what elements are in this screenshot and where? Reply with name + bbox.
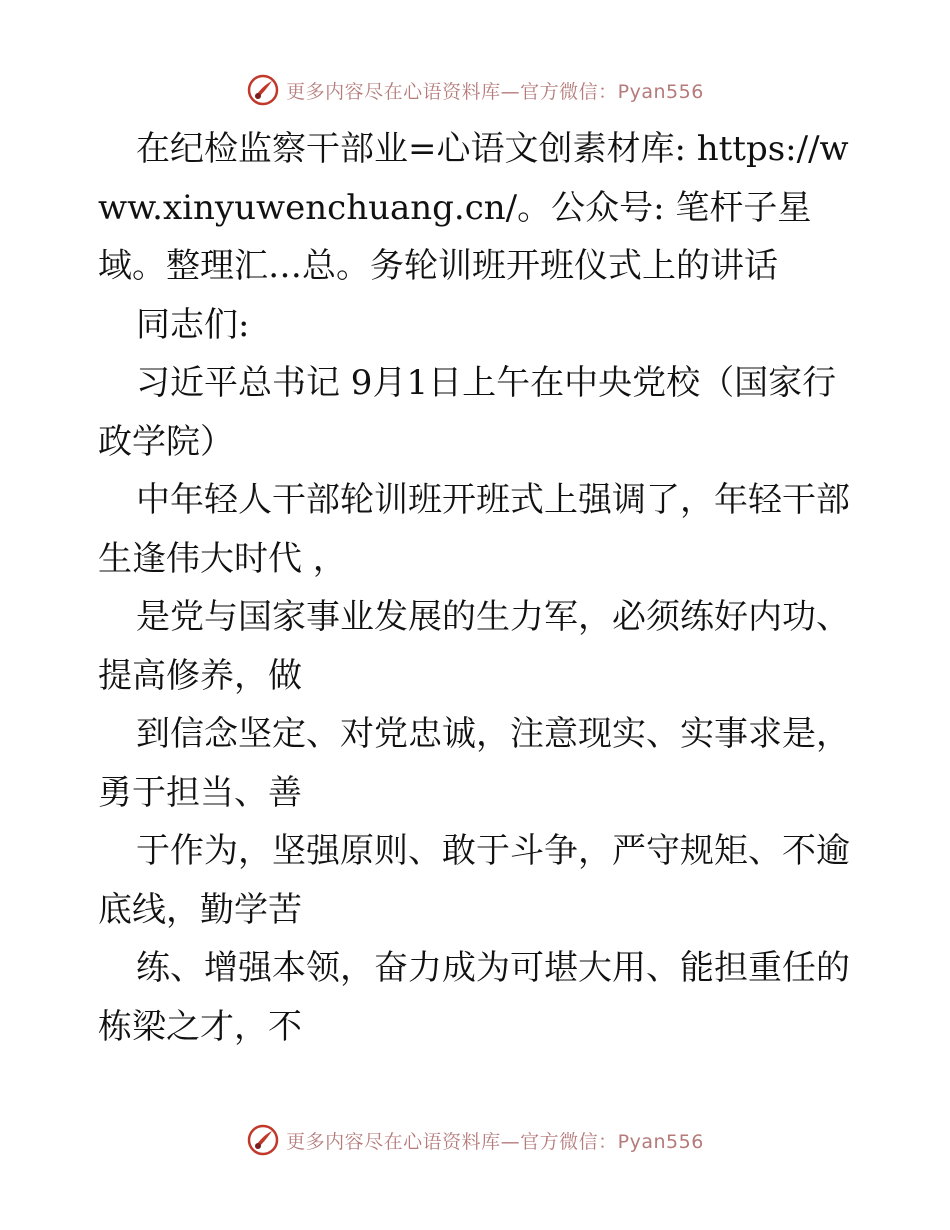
footer-banner [0,1120,950,1160]
paragraph: 练、增强本领，奋力成为可堪大用、能担重任的栋梁之才，不 [98,948,850,1047]
footer-banner-inner [246,1123,704,1157]
footer-banner-text: 更多内容尽在心语资料库—官方微信：Pyan556 [286,1130,704,1153]
paragraph: 于作为，坚强原则、敢于斗争，严守规矩、不逾底线，勤学苦 [98,831,850,930]
paragraph-salutation: 同志们: [136,304,250,345]
paragraph: 中年轻人干部轮训班开班式上强调了，年轻干部生逢伟大时代 ， [98,480,850,579]
paragraph: 到信念坚定、对党忠诚，注意现实、实事求是，勇于担当、善 [98,714,850,813]
paragraph: 是党与国家事业发展的生力军，必须练好内功、提高修养，做 [98,597,850,696]
header-banner [0,70,950,110]
paragraph: 习近平总书记 9月1日上午在中央党校（国家行政学院） [98,363,837,462]
brush-logo-icon [246,1123,280,1157]
document-body [98,120,868,1056]
header-banner-text: 更多内容尽在心语资料库—官方微信：Pyan556 [286,80,704,103]
header-banner-inner [246,73,704,107]
paragraph-title: 在纪检监察干部业=心语文创素材库: https://www.xinyuwenchuang.cn/。公众号: 笔杆子星域。整理汇…总。务轮训班开班仪式上的讲话 [98,129,849,286]
brush-logo-icon [246,73,280,107]
